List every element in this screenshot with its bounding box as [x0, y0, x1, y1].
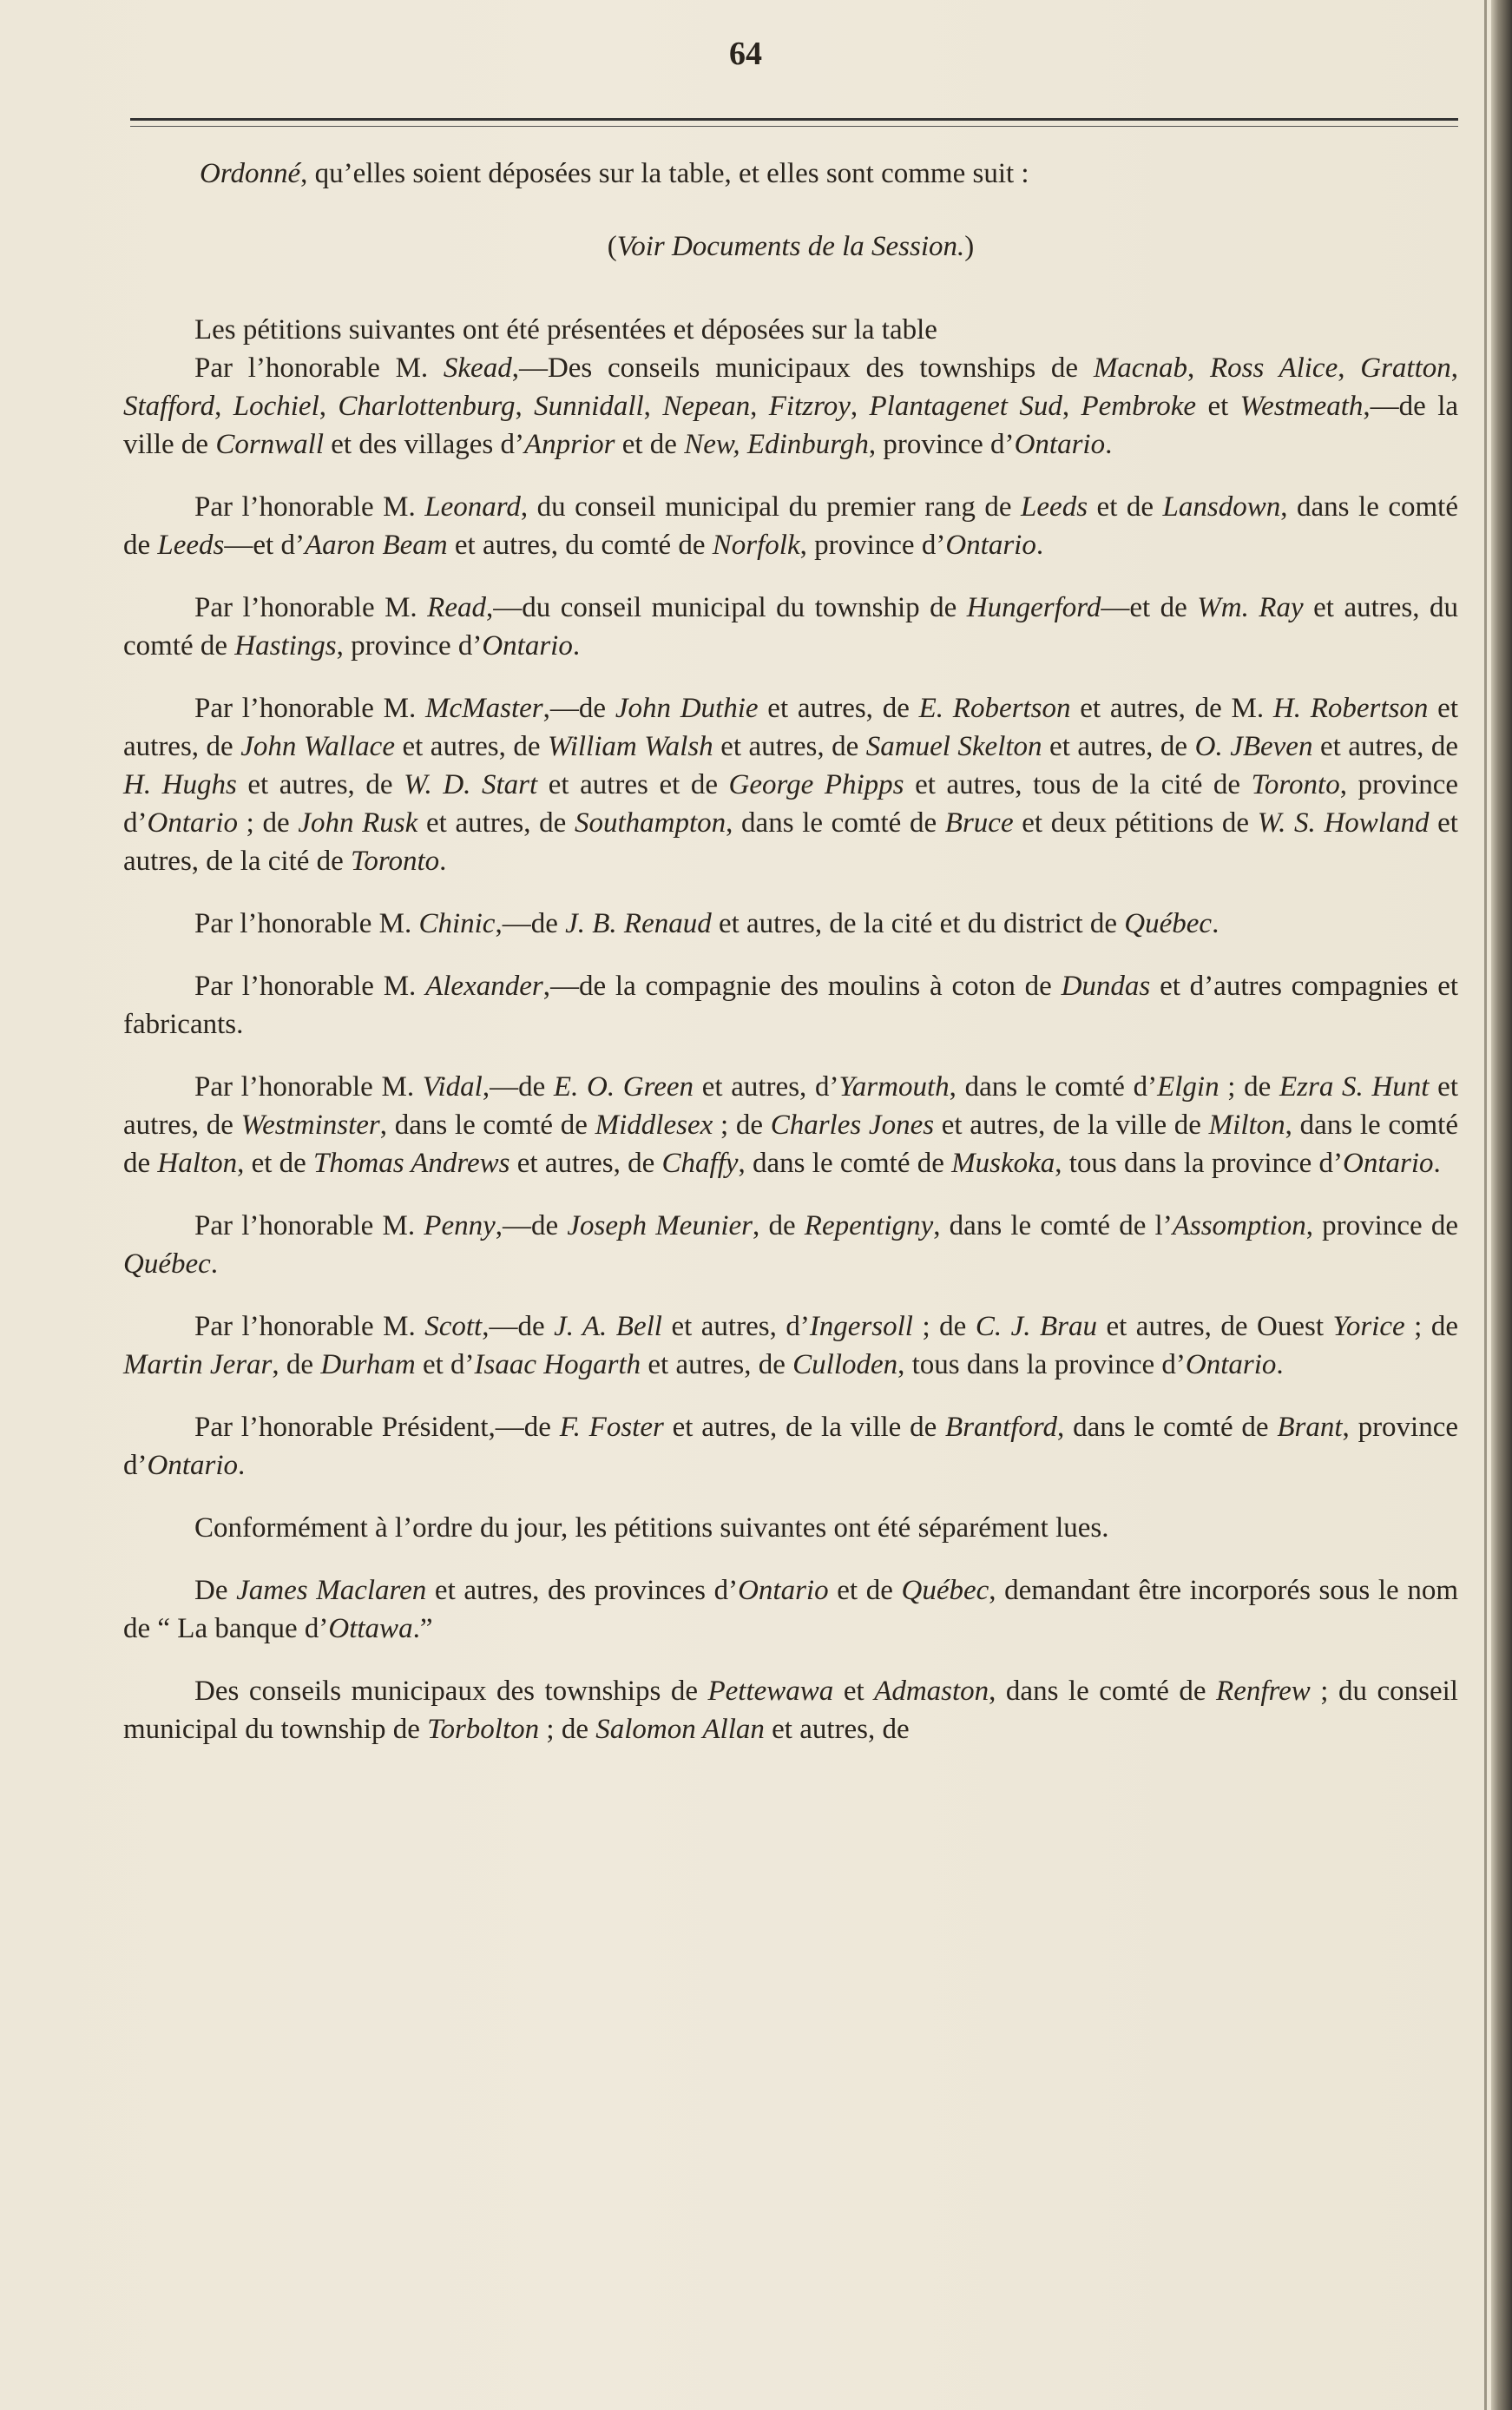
paragraph-mcmaster: Par l’honorable M. McMaster,—de John Duthie et autres, de E. Robertson et autres, de M. H. Robertson et autres, de John Wallace et autres, de William Walsh et autres, de Samuel Skelton et autres, de O. JBeven et autres, de H. Hughs et autres, de W. D. Start et autres et de George Phipps et autres, tous de la cité de Toronto, province d’Ontario ; de John Rusk et autres, de Southampton, dans le comté de Bruce et deux pétitions de W. S. Howland et autres, de la cité de Toronto. — [123, 693, 1459, 877]
paragraph-petitions-heading: Les pétitions suivantes ont été présentées et déposées sur la table — [194, 314, 937, 346]
header-rule-thin — [130, 126, 1458, 127]
binding-edge — [1491, 0, 1512, 2410]
page-edge-line — [1484, 0, 1487, 2410]
paragraph-conseils-municipaux: Des conseils municipaux des townships de Pettewawa et Admaston, dans le comté de Renfrew ; du conseil municipal du township de Torbolton ; de Salomon Allan et autres, de — [123, 1676, 1458, 1745]
page-number: 64 — [729, 36, 762, 72]
paragraph-president: Par l’honorable Président,—de F. Foster et autres, de la ville de Brantford, dans le comté de Brant, province d’Ontario. — [123, 1412, 1459, 1481]
paragraph-alexander: Par l’honorable M. Alexander,—de la compagnie des moulins à coton de Dundas et d’autres compagnies et fabricants. — [123, 971, 1459, 1040]
paragraph-chinic: Par l’honorable M. Chinic,—de J. B. Renaud et autres, de la cité et du district de Québec. — [194, 908, 1219, 939]
page-body — [123, 155, 1458, 1748]
paragraph-conformement: Conformément à l’ordre du jour, les pétitions suivantes ont été séparément lues. — [194, 1512, 1109, 1544]
paragraph-read: Par l’honorable M. Read,—du conseil municipal du township de Hungerford—et de Wm. Ray et autres, du comté de Hastings, province d’Ontario. — [123, 592, 1458, 662]
paragraph-skead: Par l’honorable M. Skead,—Des conseils municipaux des townships de Macnab, Ross Alice, Gratton, Stafford, Lochiel, Charlottenburg, Sunnidall, Nepean, Fitzroy, Plantagenet Sud, Pembroke et Westmeath,—de la ville de Cornwall et des villages d’Anprior et de New, Edinburgh, province d’Ontario. — [123, 352, 1459, 460]
paragraph-maclaren: De James Maclaren et autres, des provinces d’Ontario et de Québec, demandant être incorporés sous le nom de “ La banque d’Ottawa.” — [123, 1575, 1458, 1644]
header-rule — [130, 118, 1458, 121]
paragraph-leonard: Par l’honorable M. Leonard, du conseil municipal du premier rang de Leeds et de Lansdown, dans le comté de Leeds—et d’Aaron Beam et autres, du comté de Norfolk, province d’Ontario. — [123, 491, 1458, 561]
paragraph-ordonne: Ordonné, qu’elles soient déposées sur la table, et elles sont comme suit : — [200, 158, 1029, 189]
paragraph-voir-documents: (Voir Documents de la Session.) — [607, 231, 975, 262]
paragraph-scott: Par l’honorable M. Scott,—de J. A. Bell et autres, d’Ingersoll ; de C. J. Brau et autres, de Ouest Yorice ; de Martin Jerar, de Durham et d’Isaac Hogarth et autres, de Culloden, tous dans la province d’Ontario. — [123, 1311, 1458, 1380]
paragraph-vidal: Par l’honorable M. Vidal,—de E. O. Green et autres, d’Yarmouth, dans le comté d’Elgin ; de Ezra S. Hunt et autres, de Westminster, dans le comté de Middlesex ; de Charles Jones et autres, de la ville de Milton, dans le comté de Halton, et de Thomas Andrews et autres, de Chaffy, dans le comté de Muskoka, tous dans la province d’Ontario. — [123, 1071, 1458, 1179]
paragraph-penny: Par l’honorable M. Penny,—de Joseph Meunier, de Repentigny, dans le comté de l’Assomption, province de Québec. — [123, 1210, 1458, 1280]
